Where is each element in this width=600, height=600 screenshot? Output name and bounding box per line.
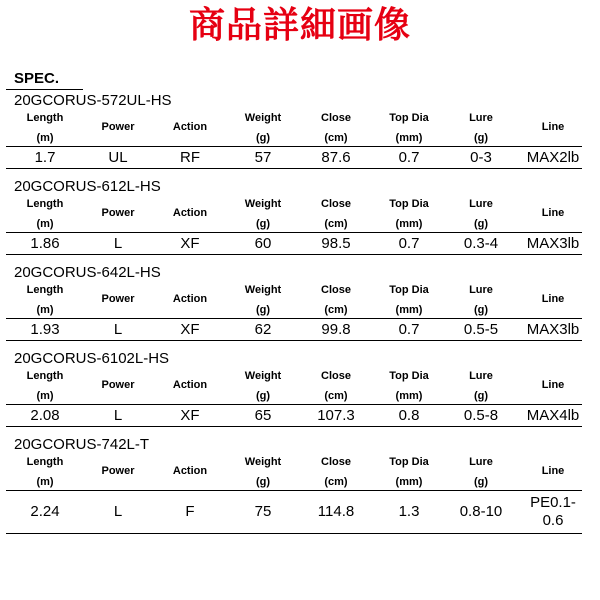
header-line: Line <box>541 121 565 133</box>
header-lure-unit: (g) <box>473 390 489 402</box>
value-line: MAX3lb <box>526 235 580 252</box>
header-line: Line <box>541 465 565 477</box>
value-power: UL <box>108 149 128 166</box>
header-divider <box>6 404 582 405</box>
header-topdia-label: Top Dia <box>389 284 429 296</box>
value-power: L <box>113 503 123 520</box>
header-weight-label: Weight <box>244 370 282 382</box>
header-length-label: Length <box>26 198 64 210</box>
value-action: XF <box>180 321 200 338</box>
header-divider <box>6 490 582 491</box>
page-title: 商品詳細画像 <box>188 5 411 46</box>
header-close-label: Close <box>321 370 351 382</box>
model-name: 20GCORUS-6102L-HS <box>14 350 170 367</box>
header-topdia-label: Top Dia <box>389 370 429 382</box>
header-length-label: Length <box>26 112 64 124</box>
header-length-unit: (m) <box>36 304 54 316</box>
header-close-label: Close <box>321 112 351 124</box>
header-length-unit: (m) <box>36 476 54 488</box>
header-close-unit: (cm) <box>324 218 348 230</box>
header-close-unit: (cm) <box>324 132 348 144</box>
header-topdia-unit: (mm) <box>395 390 423 402</box>
header-close-label: Close <box>321 198 351 210</box>
value-line: MAX2lb <box>526 149 580 166</box>
value-action: XF <box>180 407 200 424</box>
header-action: Action <box>172 465 208 477</box>
header-length-unit: (m) <box>36 390 54 402</box>
header-weight-unit: (g) <box>255 132 271 144</box>
header-length-unit: (m) <box>36 132 54 144</box>
header-topdia-label: Top Dia <box>389 198 429 210</box>
model-name: 20GCORUS-612L-HS <box>14 178 161 195</box>
header-lure-label: Lure <box>469 456 493 468</box>
value-length: 2.08 <box>30 407 60 424</box>
header-weight-label: Weight <box>244 284 282 296</box>
value-weight: 60 <box>254 235 272 252</box>
header-weight-unit: (g) <box>255 304 271 316</box>
header-close-label: Close <box>321 284 351 296</box>
header-weight-label: Weight <box>244 198 282 210</box>
row-divider <box>6 533 582 534</box>
value-topdia: 0.7 <box>398 321 420 338</box>
row-divider <box>6 340 582 341</box>
value-lure: 0.5-8 <box>463 407 499 424</box>
value-length: 2.24 <box>30 503 60 520</box>
value-lure: 0.8-10 <box>459 503 503 520</box>
header-topdia-unit: (mm) <box>395 304 423 316</box>
value-length: 1.93 <box>30 321 60 338</box>
header-topdia-label: Top Dia <box>389 112 429 124</box>
header-action: Action <box>172 293 208 305</box>
value-length: 1.86 <box>30 235 60 252</box>
value-action: F <box>185 503 195 520</box>
header-length-label: Length <box>26 456 64 468</box>
header-lure-unit: (g) <box>473 304 489 316</box>
value-close: 99.8 <box>321 321 351 338</box>
value-weight: 57 <box>254 149 272 166</box>
value-power: L <box>113 407 123 424</box>
header-close-unit: (cm) <box>324 304 348 316</box>
header-topdia-unit: (mm) <box>395 218 423 230</box>
value-line: MAX4lb <box>526 407 580 424</box>
value-action: RF <box>180 149 200 166</box>
header-lure-label: Lure <box>469 198 493 210</box>
value-topdia: 0.7 <box>398 235 420 252</box>
value-line: PE0.1- 0.6 <box>530 494 576 529</box>
value-line: MAX3lb <box>526 321 580 338</box>
header-lure-unit: (g) <box>473 218 489 230</box>
value-close: 87.6 <box>321 149 351 166</box>
model-name: 20GCORUS-642L-HS <box>14 264 161 281</box>
header-power: Power <box>101 121 135 133</box>
value-lure: 0-3 <box>470 149 492 166</box>
model-name: 20GCORUS-572UL-HS <box>14 92 172 109</box>
spec-label: SPEC. <box>14 70 60 87</box>
value-weight: 65 <box>254 407 272 424</box>
header-close-label: Close <box>321 456 351 468</box>
header-topdia-unit: (mm) <box>395 132 423 144</box>
header-lure-label: Lure <box>469 370 493 382</box>
header-close-unit: (cm) <box>324 476 348 488</box>
header-topdia-unit: (mm) <box>395 476 423 488</box>
value-topdia: 1.3 <box>398 503 420 520</box>
header-length-unit: (m) <box>36 218 54 230</box>
header-power: Power <box>101 465 135 477</box>
header-close-unit: (cm) <box>324 390 348 402</box>
value-power: L <box>113 235 123 252</box>
header-action: Action <box>172 379 208 391</box>
value-weight: 75 <box>254 503 272 520</box>
value-close: 107.3 <box>317 407 355 424</box>
header-line: Line <box>541 379 565 391</box>
header-weight-unit: (g) <box>255 218 271 230</box>
value-length: 1.7 <box>34 149 56 166</box>
header-lure-unit: (g) <box>473 132 489 144</box>
value-close: 114.8 <box>317 503 355 520</box>
header-lure-label: Lure <box>469 112 493 124</box>
header-weight-label: Weight <box>244 112 282 124</box>
header-length-label: Length <box>26 284 64 296</box>
header-topdia-label: Top Dia <box>389 456 429 468</box>
header-action: Action <box>172 121 208 133</box>
header-weight-unit: (g) <box>255 476 271 488</box>
value-lure: 0.5-5 <box>463 321 499 338</box>
value-close: 98.5 <box>321 235 351 252</box>
value-power: L <box>113 321 123 338</box>
header-power: Power <box>101 207 135 219</box>
header-lure-unit: (g) <box>473 476 489 488</box>
header-lure-label: Lure <box>469 284 493 296</box>
header-length-label: Length <box>26 370 64 382</box>
header-line: Line <box>541 207 565 219</box>
header-weight-label: Weight <box>244 456 282 468</box>
header-power: Power <box>101 293 135 305</box>
value-action: XF <box>180 235 200 252</box>
header-action: Action <box>172 207 208 219</box>
value-lure: 0.3-4 <box>463 235 499 252</box>
value-topdia: 0.7 <box>398 149 420 166</box>
header-line: Line <box>541 293 565 305</box>
row-divider <box>6 426 582 427</box>
value-weight: 62 <box>254 321 272 338</box>
header-weight-unit: (g) <box>255 390 271 402</box>
model-name: 20GCORUS-742L-T <box>14 436 150 453</box>
value-topdia: 0.8 <box>398 407 420 424</box>
header-power: Power <box>101 379 135 391</box>
